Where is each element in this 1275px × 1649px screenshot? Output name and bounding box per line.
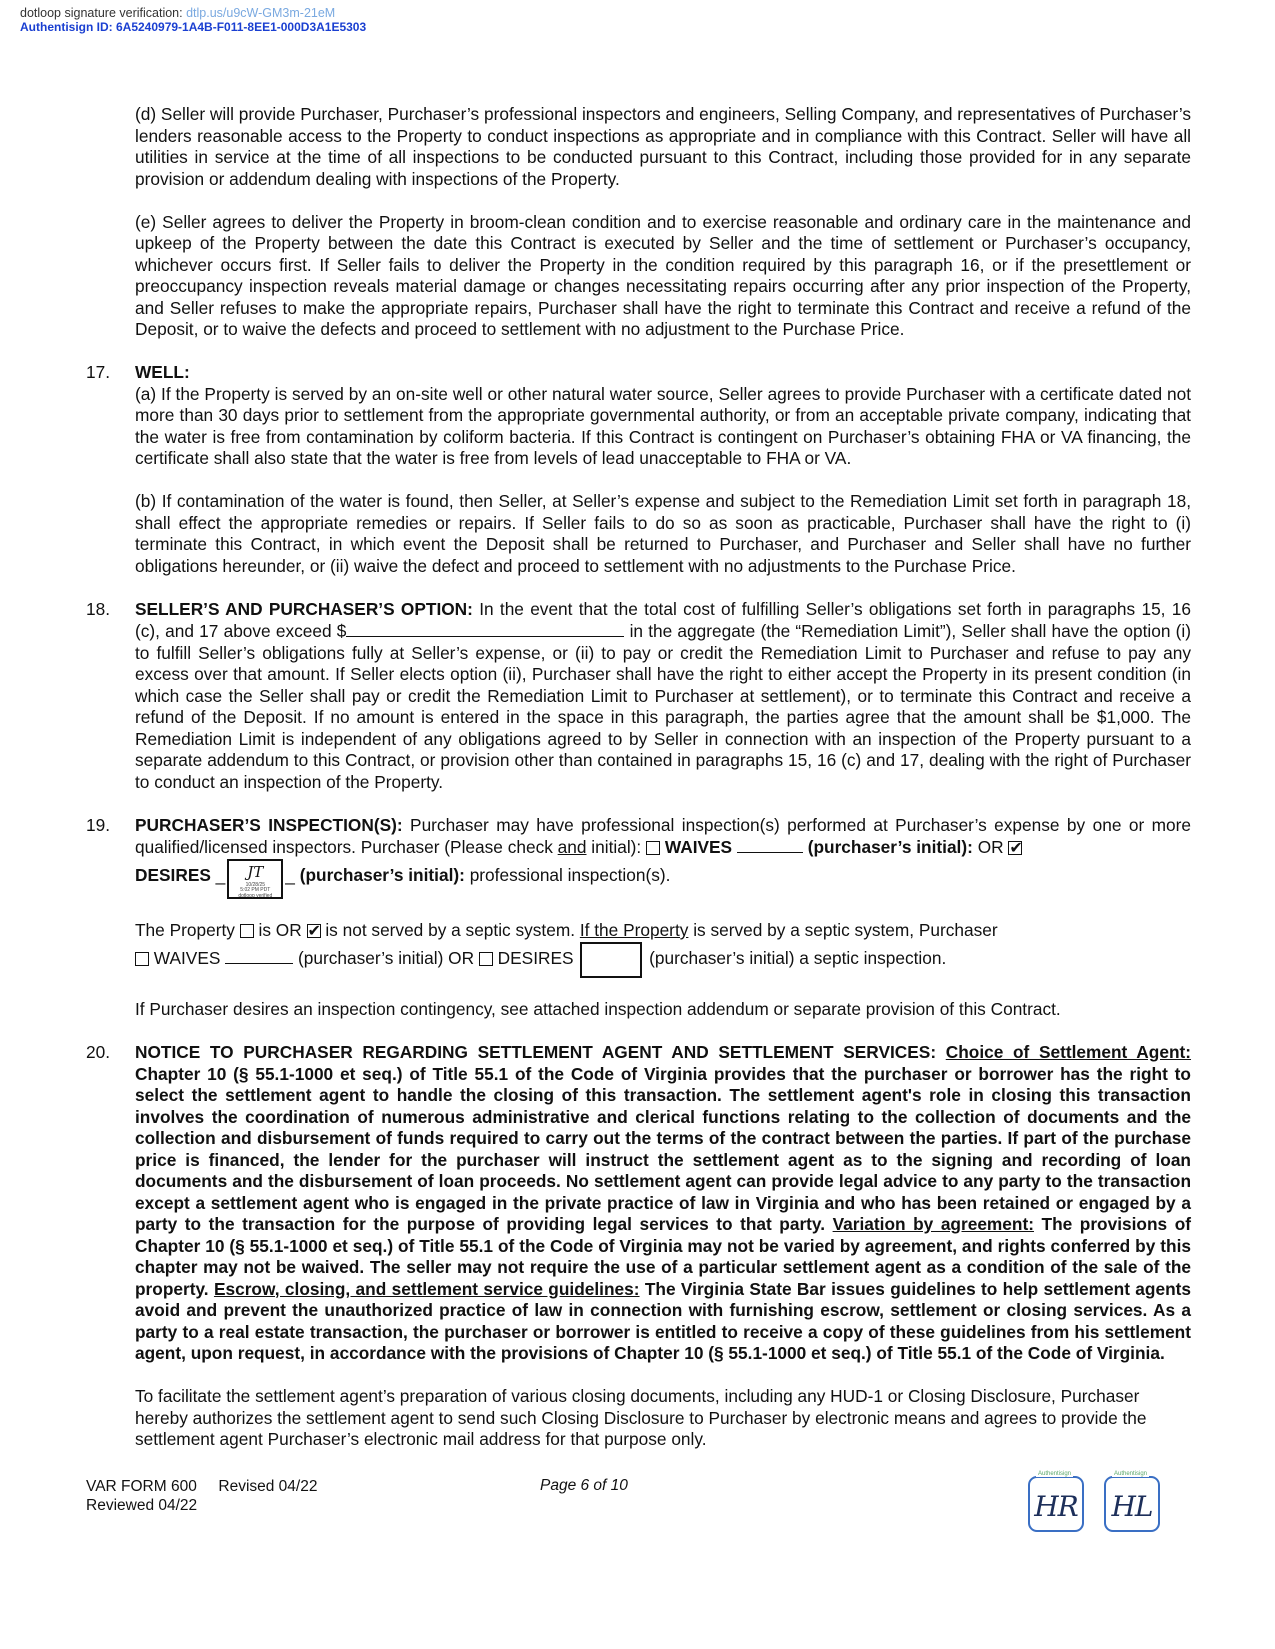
footer-left [86, 1477, 317, 1515]
section-19-text1: Purchaser may have professional inspection(s) performed at Purchaser’s expense by one or more qualified/licensed inspectors. Purchaser (Please check [135, 814, 1191, 857]
verification-label: dotloop signature verification: [20, 6, 183, 20]
section-title: NOTICE TO PURCHASER REGARDING SETTLEMENT AGENT AND SETTLEMENT SERVICES: [135, 1042, 937, 1062]
septic-desires-initial-box[interactable] [580, 942, 642, 978]
purchaser-initials-box[interactable] [227, 859, 283, 899]
septic-text5: (purchaser’s initial) a septic inspection. [644, 947, 947, 968]
septic-underlined: If the Property [579, 920, 689, 940]
septic-is-not-checkbox[interactable] [307, 924, 321, 938]
section-20-text1: Chapter 10 (§ 55.1-1000 et seq.) of Title 55.1 of the Code of Virginia provides that the purchaser or borrower has the right to select the settlement agent to handle the closing of this transaction. The settlement agent's role in closing this transaction involves the coordination of numerous administrative and clerical functions relating to the collection of documents and the collection and disbursement of funds required to carry out the terms of the contract between the parties. If part of the purchase price is financed, the lender for the purchaser will instruct the settlement agent as to the signing and recording of loan documents and the disbursement of loan proceeds. No settlement agent can provide legal advice to any party to the transaction except a settlement agent who is engaged in the private practice of law in Virginia and who has been retained or engaged by a party to the transaction for the purpose of providing legal services to that party. [135, 1063, 1191, 1234]
initials-hr: HR [1034, 1490, 1078, 1523]
septic-text1: The Property [135, 920, 240, 940]
section-20-text2: The provisions of Chapter 10 (§ 55.1-1000 et seq.) of Title 55.1 of the Code of Virginia may not be varied by agreement, and rights conferred by this chapter may not be waived. The seller may not require the use of a particular settlement agent as a condition of the sale of the property. [135, 1214, 1192, 1299]
section-title: PURCHASER’S INSPECTION(S): [135, 814, 403, 835]
badge-brand: Authentisign [1038, 1471, 1072, 1477]
septic-text4: (purchaser’s initial) OR [293, 947, 479, 968]
section-18-text2: in the aggregate (the “Remediation Limit”), Seller shall have the option (i) to fulfill Seller’s obligations fully at Seller’s expense, or (ii) to pay or credit the Remediation Limit to Purchaser and refuse to pay any excess over that amount. If Seller elects option (ii), Purchaser shall have the right to either accept the Property in its present condition (in which case the Seller shall pay or credit the Remediation Limit to Purchaser at settlement), or to terminate this Contract and receive a refund of the Deposit. If no amount is entered in the space in this paragraph, the parties agree that the amount shall be $1,000. The Remediation Limit is independent of any obligations agreed to by Seller in connection with an inspection of the Property pursuant to a separate addendum to this Contract, or provision other than contained in paragraphs 15, 16 (c) and 17, dealing with the right of Purchaser to conduct an inspection of the Property. [135, 621, 1191, 792]
section-17 [86, 362, 1191, 577]
page-number: Page 6 of 10 [540, 1477, 628, 1494]
section-number: 18. [86, 598, 111, 619]
initials-stamp: 10/28/25 5:02 PM PDT dotloop verified [238, 881, 273, 899]
and-underlined: and [557, 837, 587, 857]
septic-desires-label: DESIRES [492, 947, 579, 968]
section-number: 19. [86, 814, 111, 835]
septic-desires-checkbox[interactable] [479, 952, 493, 966]
variation-heading: Variation by agreement: [832, 1214, 1034, 1234]
section-title: WELL: [135, 362, 190, 382]
or-label: OR [977, 837, 1004, 857]
form-number: VAR FORM 600 [86, 1478, 197, 1495]
section-16d: (d) Seller will provide Purchaser, Purchaser’s professional inspectors and engineers, Selling Company, and representatives of Purchaser’s lenders reasonable access to the Property to conduct inspections as appropriate and in compliance with this Contract. Seller will have all utilities in service at the time of all inspections to be conducted pursuant to this Contract, including those provided for in any separate provision or addendum dealing with inspections of the Property. [135, 104, 1191, 189]
section-20 [86, 1042, 1191, 1451]
reviewed-date: Reviewed 04/22 [86, 1497, 198, 1514]
section-18-text1: In the event that the total cost of fulfilling Seller’s obligations set forth in paragraphs 15, 16 (c), and 17 above exceed $ [135, 598, 1191, 641]
section-number: 20. [86, 1042, 111, 1062]
initials-hl: HL [1111, 1490, 1153, 1523]
verification-header [20, 6, 366, 34]
section-19-text2: initial): [586, 837, 647, 857]
document-body [86, 104, 1191, 1472]
remediation-limit-field[interactable] [346, 620, 624, 637]
section-19-text3: professional inspection(s). [464, 864, 671, 885]
septic-text2: is not served by a septic system. [320, 920, 580, 940]
section-17a: (a) If the Property is served by an on-site well or other natural water source, Seller agrees to provide Purchaser with a certificate dated not more than 30 days prior to settlement from the appropriate governmental authority, or from an acceptable private company, indicating that the water is free from contamination by coliform bacteria. If this Contract is contingent on Purchaser’s obtaining FHA or VA financing, the certificate shall also state that the water is free from levels of lead unacceptable to FHA or VA. [135, 383, 1191, 468]
authentisign-id: Authentisign ID: 6A5240979-1A4B-F011-8EE1-000D3A1E5303 [20, 20, 367, 34]
section-number: 17. [86, 362, 111, 382]
section-16e: (e) Seller agrees to deliver the Property in broom-clean condition and to exercise reasonable and ordinary care in the maintenance and upkeep of the Property between the date this Contract is executed by Seller and the time of settlement or Purchaser’s occupancy, whichever occurs first. If Seller fails to deliver the Property in the condition required by this paragraph 16, or if the presettlement or preoccupancy inspection reveals material damage or changes necessitating repairs occurring after any prior inspection of the Property, and Seller refuses to make the appropriate repairs, Purchaser shall have the right to terminate this Contract and receive a refund of the Deposit, or to waive the defects and proceed to settlement with no adjustment to the Purchase Price. [135, 211, 1191, 339]
septic-waives-label: WAIVES [149, 947, 226, 968]
closing-disclosure-paragraph: To facilitate the settlement agent’s preparation of various closing documents, including any HUD-1 or Closing Disclosure, Purchaser hereby authorizes the settlement agent to send such Closing Disclosure to Purchaser by electronic means and agrees to provide the settlement agent Purchaser’s electronic mail address for that purpose only. [135, 1386, 1147, 1449]
section-17b: (b) If contamination of the water is found, then Seller, at Seller’s expense and subject to the Remediation Limit set forth in paragraph 18, shall effect the appropriate remedies or repairs. If Seller fails to do so as soon as practicable, Purchaser shall have the right to (i) terminate this Contract, in which event the Deposit shall be returned to Purchaser, and Purchaser and Seller shall have no further obligations hereunder, or (ii) waive the defect and proceed to settlement with no adjustments to the Purchase Price. [135, 491, 1191, 576]
initials-signature: JT [247, 862, 264, 881]
septic-is-or: is OR [253, 920, 307, 940]
desires-label: DESIRES [135, 864, 211, 885]
choice-of-agent-heading: Choice of Settlement Agent: [945, 1042, 1192, 1062]
septic-text3: is served by a septic system, Purchaser [688, 920, 998, 940]
waives-label: WAIVES [664, 837, 733, 857]
septic-waives-initial-field[interactable] [225, 947, 293, 964]
verification-link[interactable]: dtlp.us/u9cW-GM3m-21eM [186, 6, 336, 20]
septic-waives-checkbox[interactable] [135, 952, 149, 966]
initials-badge-hl[interactable] [1104, 1471, 1160, 1532]
initials-badge-hr[interactable] [1028, 1471, 1084, 1532]
escrow-heading: Escrow, closing, and settlement service guidelines: [213, 1278, 640, 1299]
initial-label: (purchaser’s initial): [807, 837, 973, 857]
section-18 [86, 599, 1191, 794]
inspection-desires-checkbox[interactable] [1008, 841, 1022, 855]
inspection-contingency-note: If Purchaser desires an inspection contingency, see attached inspection addendum or separate provision of this Contract. [135, 999, 1061, 1019]
section-20-text3: The Virginia State Bar issues guidelines to help settlement agents avoid and prevent the unauthorized practice of law in connection with furnishing escrow, settlement or closing services. As a party to a real estate transaction, the purchaser or borrower is entitled to receive a copy of these guidelines from his settlement agent, upon request, in accordance with the provisions of Chapter 10 (§ 55.1-1000 et seq.) of Title 55.1 of the Code of Virginia. [135, 1278, 1191, 1363]
waives-initial-field[interactable] [737, 836, 803, 853]
section-title: SELLER’S AND PURCHASER’S OPTION: [135, 598, 473, 619]
revised-date: Revised 04/22 [218, 1478, 318, 1495]
section-19: 19. PURCHASER’S INSPECTION(S): Purchaser may have professional inspection(s) performed at Purchaser’s expense by one or more qualified/licensed inspectors. Purchaser (Please check and initial): WAIVES (purchaser’s initial): OR ✔ DESIRES _ JT 10/28/25 5:02 PM PDT dotloop verified _ (purchaser’s initial): professional inspection(s). The Property is OR ✔ is not served by a septic system. If the Property is served by a septic system, Purchaser WAIVES (purchaser’s initial) OR DESIRES (purchaser’s initial) a septic inspection. If Purchaser desires an inspection contingency, see attached inspection addendum or separate provision of this Contract. [86, 815, 1191, 1021]
initial-label: (purchaser’s initial): [299, 864, 465, 885]
septic-is-checkbox[interactable] [240, 924, 254, 938]
badge-brand: Authentisign [1114, 1471, 1148, 1477]
inspection-waives-checkbox[interactable] [646, 841, 660, 855]
